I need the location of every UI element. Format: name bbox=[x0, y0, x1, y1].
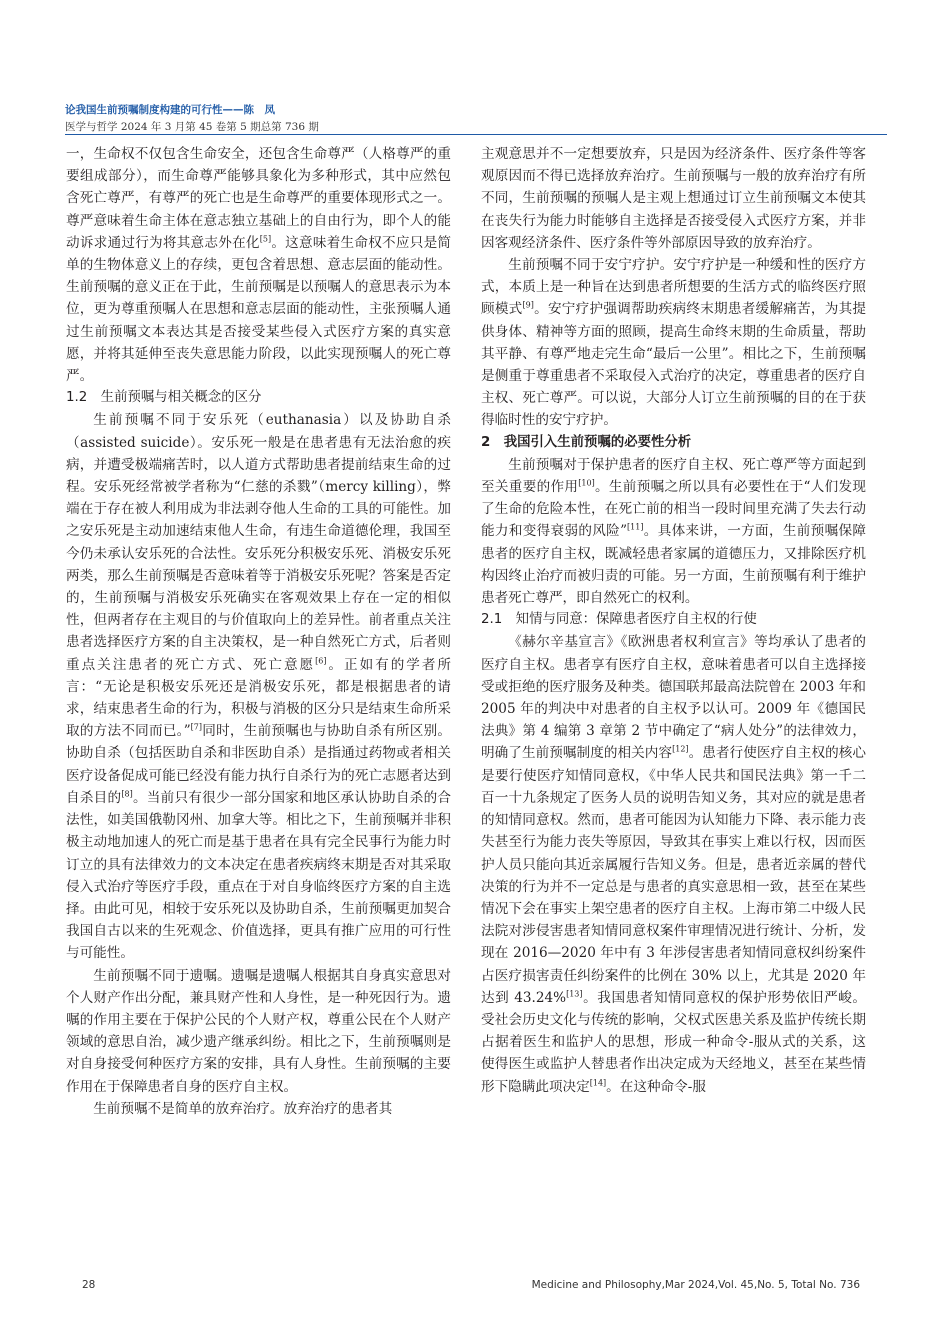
paragraph-text: 。当前只有很少一部分国家和地区承认协助自杀的合法性，如美国俄勒冈州、加拿大等。相比之下，生前预嘱并非积极主动地加速人的死亡而是基于患者在具有完全民事行为能力时订立的具有法律效力的文本决定在患者疾病终末期是否对其采取侵入式治疗等医疗手段，重点在于对自身临终医疗方案的自主选择。由此可见，相较于安乐死以及协助自杀，生前预嘱更加契合我国自古以来的生死观念、价值选择，更具有推广应用的可行性与可能性。 bbox=[66, 789, 452, 962]
paragraph-text: 。具体来讲，一方面，生前预嘱保障患者的医疗自主权，既减轻患者家属的道德压力，又排除医疗机构因终止治疗而被归责的可能。另一方面，生前预嘱有利于维护患者死亡尊严，即自然死亡的权利。 bbox=[481, 523, 867, 607]
citation-ref: [9] bbox=[522, 300, 534, 310]
paragraph-text: 。患者行使医疗自主权的核心是要行使医疗知情同意权，《中华人民共和国民法典》第一千二百一十九条规定了医务人员的说明告知义务，其对应的就是患者的知情同意权。然而，患者可能因为认知能力下降、表示能力丧失甚至行为能力丧失等原因，导致其在事实上难以行权，因而医护人员只能向其近亲属履行告知义务。但是，患者近亲属的替代决策的行为并不一定总是与患者的真实意思相一致，甚至在某些情况下会在事实上架空患者的医疗自主权。上海市第二中级人民法院对涉侵害患者知情同意权案件审理情况进行统计、分析，发现在 2016—2020 年中有 3 年涉侵害患者知情同意权纠纷案件占医疗损害责任纠纷案件的比例在 30% 以上，尤其是 2020 年达到 43.24% bbox=[481, 745, 867, 1006]
section-heading: 1.2 生前预嘱与相关概念的区分 bbox=[66, 390, 262, 406]
paragraph-text: 生前预嘱不同于安宁疗护。安宁疗护是一种缓和性的医疗方式，本质上是一种旨在达到患者所想要的生活方式的临终医疗照顾模式 bbox=[481, 257, 866, 318]
citation-ref: [13] bbox=[566, 989, 583, 999]
section-heading: 2 我国引入生前预嘱的必要性分析 bbox=[481, 434, 692, 450]
paragraph-text: 同时，生前预嘱也与协助自杀有所区别。协助自杀（包括医助自杀和非医助自杀）是指通过药物或者相关医疗设备促成可能已经没有能力执行自杀行为的死亡志愿者达到自杀目的 bbox=[66, 723, 451, 806]
journal-footer-en: Medicine and Philosophy,Mar 2024,Vol. 45,No. 5, Total No. 736 bbox=[531, 1279, 860, 1291]
citation-ref: [8] bbox=[121, 789, 133, 799]
header-rule bbox=[65, 134, 887, 135]
citation-ref: [12] bbox=[672, 744, 689, 754]
paragraph-text: 生前预嘱不同于安乐死（euthanasia）以及协助自杀（assisted suicide）。安乐死一般是在患者患有无法治愈的疾病，并遭受极端痛苦时，以人道方式帮助患者提前结束生命的过程。安乐死经常被学者称为“仁慈的杀戮”（mercy killing），弊端在于存在被人利用成为非法剥夺他人生命的工具的可能性。加之安乐死是主动加速结束他人生命，有违生命道德伦理，我国至今仍未承认安乐死的合法性。安乐死分积极安乐死、消极安乐死两类，那么生前预嘱是否意味着等于消极安乐死呢？答案是否定的，生前预嘱与消极安乐死确实在客观效果上存在一定的相似性，但两者存在主观目的与价值取向上的差异性。前者重点关注患者选择医疗方案的自主决策权，是一种自然死亡方式，后者则重点关注患者的死亡方式、死亡意愿 bbox=[66, 412, 451, 673]
paragraph bbox=[481, 143, 866, 254]
paragraph-text: 。这意味着生命权不应只是简单的生物体意义上的存续，更包含着思想、意志层面的能动性。生前预嘱的意义正在于此，生前预嘱是以预嘱人的意思表示为本位，更为尊重预嘱人在思想和意志层面的能动性，主张预嘱人通过生前预嘱文本表达其是否接受某些侵入式医疗方案的真实意愿，并将其延伸至丧失意思能力阶段，以此实现预嘱人的死亡尊严。 bbox=[66, 234, 452, 385]
paragraph-text: 。生前预嘱之所以具有必要性在于“人们发现了生命的危险本性，在死亡前的相当一段时间里充满了失去行动能力和变得衰弱的风险” bbox=[481, 479, 866, 540]
paragraph bbox=[66, 965, 451, 1098]
paragraph-text: 。在这种命令-服 bbox=[606, 1078, 706, 1095]
paragraph bbox=[66, 143, 451, 387]
paragraph bbox=[481, 454, 866, 609]
paragraph-text: 。正如有的学者所言：“无论是积极安乐死还是消极安乐死，都是根据患者的请求，结束患者生命的行为，积极与消极的区分只是结束生命所采取的方法不同而已。” bbox=[66, 656, 452, 740]
section-heading: 2.1 知情与同意：保障患者医疗自主权的行使 bbox=[481, 612, 757, 628]
paragraph-text: 生前预嘱不同于遗嘱。遗嘱是遗嘱人根据其自身真实意思对个人财产作出分配，兼具财产性和人身性，是一种死因行为。遗嘱的作用主要在于保护公民的个人财产权，尊重公民在个人财产领域的意思自治，减少遗产继承纠纷。相比之下，生前预嘱则是对自身接受何种医疗方案的安排，具有人身性。生前预嘱的主要作用在于保障患者自身的医疗自主权。 bbox=[66, 967, 451, 1095]
right-column bbox=[481, 143, 866, 1098]
paragraph-text: 。安宁疗护强调帮助疾病终末期患者缓解痛苦，为其提供身体、精神等方面的照顾，提高生命终末期的生命质量，帮助其平静、有尊严地走完生命“最后一公里”。相比之下，生前预嘱是侧重于尊重患者不采取侵入式治疗的决定，尊重患者的医疗自主权、死亡尊严。可以说，大部分人订立生前预嘱的目的在于获得临时性的安宁疗护。 bbox=[481, 301, 867, 429]
paragraph bbox=[66, 409, 451, 964]
citation-ref: [14] bbox=[589, 1078, 607, 1087]
citation-ref: [11] bbox=[627, 522, 644, 532]
left-column bbox=[66, 143, 451, 1120]
paragraph-text: 生前预嘱对于保护患者的医疗自主权、死亡尊严等方面起到至关重要的作用 bbox=[481, 456, 866, 496]
citation-ref: [10] bbox=[578, 478, 595, 488]
citation-ref: [5] bbox=[259, 234, 272, 244]
journal-info: 医学与哲学 2024 年 3 月第 45 卷第 5 期总第 736 期 bbox=[65, 121, 319, 133]
paragraph bbox=[481, 254, 866, 432]
paragraph-text: 。我国患者知情同意权的保护形势依旧严峻。受社会历史文化与传统的影响，父权式医患关系及监护传统长期占据着医生和监护人的思想，形成一种命令-服从式的关系，这使得医生或监护人替患者作出决定成为天经地义，甚至在某些情形下隐瞒此项决定 bbox=[481, 989, 867, 1095]
paragraph bbox=[481, 631, 866, 1097]
paragraph-text: 生前预嘱不是简单的放弃治疗。放弃治疗的患者其 bbox=[93, 1100, 393, 1117]
paragraph bbox=[66, 1098, 451, 1120]
paragraph-text: 一，生命权不仅包含生命安全，还包含生命尊严（人格尊严的重要组成部分），而生命尊严能够具象化为多种形式，其中应然包含死亡尊严，有尊严的死亡也是生命尊严的重要体现形式之一。尊严意味着生命主体在意志独立基础上的自由行为，即个人的能动诉求通过行为将其意志外在化 bbox=[66, 146, 451, 251]
paragraph-text: 主观意思并不一定想要放弃，只是因为经济条件、医疗条件等客观原因而不得已选择放弃治疗。生前预嘱与一般的放弃治疗有所不同，生前预嘱的预嘱人是主观上想通过订立生前预嘱文本使其在丧失行为能力时能够自主选择是否接受侵入式医疗方案，并非因客观经济条件、医疗条件等外部原因导致的放弃治疗。 bbox=[481, 146, 866, 251]
citation-ref: [6] bbox=[315, 656, 327, 666]
running-title: 论我国生前预嘱制度构建的可行性——陈 凤 bbox=[65, 104, 275, 116]
paragraph-text: 《赫尔辛基宣言》《欧洲患者权利宣言》等均承认了患者的医疗自主权。患者享有医疗自主权，意味着患者可以自主选择接受或拒绝的医疗服务及种类。德国联邦最高法院曾在 2003 年和 2005 年的判决中对患者的自主权予以认可。2009 年《德国民法典》第 4 编第 3 章第 2 节中确定了“病人处分”的法律效力，明确了生前预嘱制度的相关内容 bbox=[481, 634, 866, 762]
citation-ref: [7] bbox=[190, 722, 202, 732]
page-number: 28 bbox=[82, 1279, 96, 1291]
